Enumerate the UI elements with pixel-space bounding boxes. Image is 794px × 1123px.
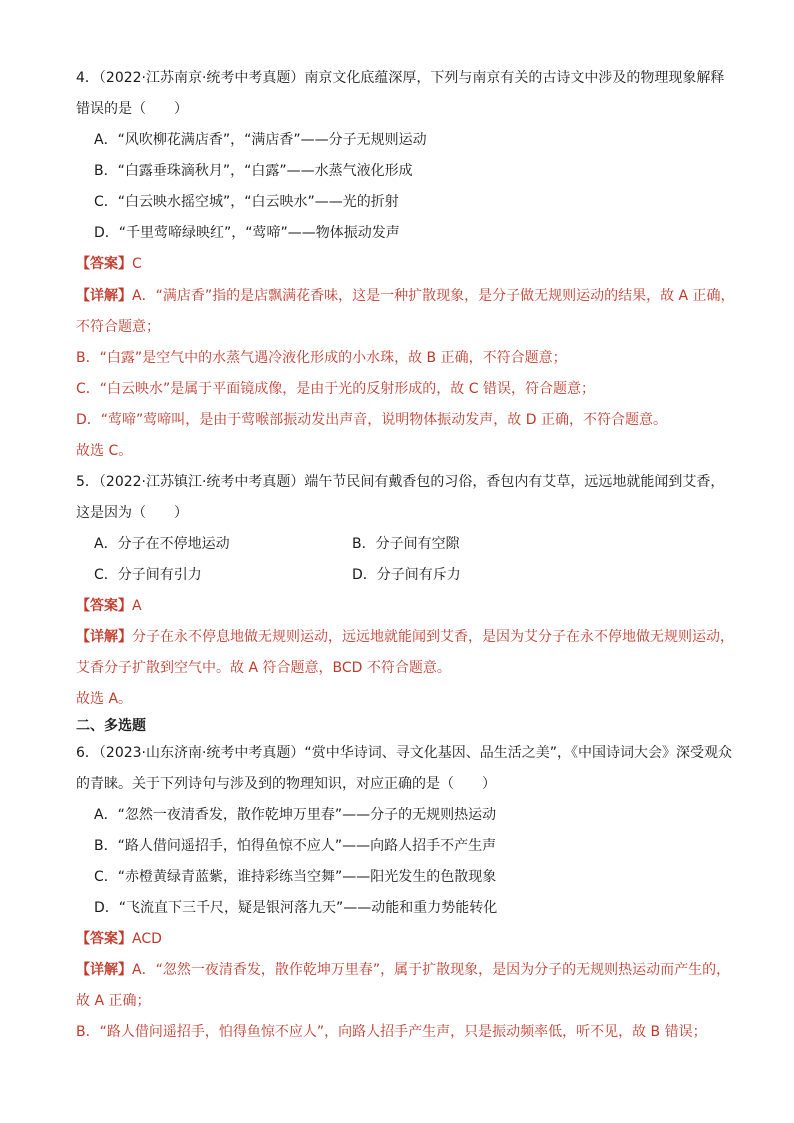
q6-detail-line2: 故 A 正确； bbox=[76, 993, 151, 1009]
q6-option-a: A．“忽然一夜清香发，散作乾坤万里春”——分子的无规则热运动 bbox=[94, 807, 497, 823]
q5-stem-line2: 这是因为（ ） bbox=[76, 505, 188, 521]
q5-answer bbox=[76, 596, 142, 616]
q6-answer bbox=[76, 929, 162, 949]
q5-option-c: C．分子间有引力 bbox=[94, 567, 202, 583]
q5-stem-line1: 5．（2022·江苏镇江·统考中考真题）端午节民间有戴香包的习俗，香包内有艾草，远远地就能闻到艾香， bbox=[76, 474, 725, 490]
detail-label: 【详解】 bbox=[76, 629, 132, 645]
q6-option-c: C．“赤橙黄绿青蓝紫，谁持彩练当空舞”——阳光发生的色散现象 bbox=[94, 869, 497, 885]
q6-option-d: D．“飞流直下三千尺，疑是银河落九天”——动能和重力势能转化 bbox=[94, 900, 498, 916]
q4-detail-line1: 【详解】A．“满店香”指的是店飘满花香味，这是一种扩散现象，是分子做无规则运动的结果，故 A 正确， bbox=[76, 288, 735, 304]
q6-stem-line2: 的青睐。关于下列诗句与涉及到的物理知识，对应正确的是（ ） bbox=[76, 776, 496, 792]
q4-detail-line6: 故选 C。 bbox=[76, 443, 133, 459]
detail-label: 【详解】 bbox=[76, 288, 132, 304]
q4-option-c: C．“白云映水摇空城”，“白云映水”——光的折射 bbox=[94, 194, 399, 210]
q6-detail-line3: B．“路人借问遥招手，怕得鱼惊不应人”，向路人招手产生声，只是振动频率低，听不见，故 B 错误； bbox=[76, 1024, 707, 1040]
q4-option-a: A．“风吹柳花满店香”，“满店香”——分子无规则运动 bbox=[94, 132, 427, 148]
answer-value: A bbox=[132, 598, 142, 614]
q4-option-b: B．“白露垂珠滴秋月”，“白露”——水蒸气液化形成 bbox=[94, 163, 413, 179]
q5-detail-line2: 艾香分子扩散到空气中。故 A 符合题意，BCD 不符合题意。 bbox=[76, 660, 451, 676]
q4-detail-line4: C．“白云映水”是属于平面镜成像，是由于光的反射形成的，故 C 错误，符合题意； bbox=[76, 381, 595, 397]
q4-answer bbox=[76, 254, 142, 274]
q6-detail-line1: 【详解】A．“忽然一夜清香发，散作乾坤万里春”，属于扩散现象，是因为分子的无规则热运动而产生的， bbox=[76, 962, 731, 978]
answer-label: 【答案】 bbox=[76, 256, 132, 272]
answer-label: 【答案】 bbox=[76, 931, 132, 947]
q4-detail-line5: D．“莺啼”莺啼叫，是由于莺喉部振动发出声音，说明物体振动发声，故 D 正确，不符合题意。 bbox=[76, 412, 667, 428]
q5-option-b: B．分子间有空隙 bbox=[352, 536, 460, 552]
q5-option-d: D．分子间有斥力 bbox=[352, 567, 461, 583]
answer-value: ACD bbox=[132, 931, 162, 947]
q4-stem-line1: 4．（2022·江苏南京·统考中考真题）南京文化底蕴深厚，下列与南京有关的古诗文中涉及的物理现象解释 bbox=[76, 70, 725, 86]
q6-option-b: B．“路人借问遥招手，怕得鱼惊不应人”——向路人招手不产生声 bbox=[94, 838, 497, 854]
q4-detail-line2: 不符合题意； bbox=[76, 319, 160, 335]
q4-detail-line3: B．“白露”是空气中的水蒸气遇冷液化形成的小水珠，故 B 正确，不符合题意； bbox=[76, 350, 567, 366]
section-heading: 二、多选题 bbox=[76, 718, 146, 734]
answer-label: 【答案】 bbox=[76, 598, 132, 614]
q4-option-d: D．“千里莺啼绿映红”，“莺啼”——物体振动发声 bbox=[94, 225, 400, 241]
q5-detail-line1: 【详解】分子在永不停息地做无规则运动，远远地就能闻到艾香，是因为艾分子在永不停地做无规则运动， bbox=[76, 629, 734, 645]
q5-detail-line3: 故选 A。 bbox=[76, 691, 133, 707]
q5-option-a: A．分子在不停地运动 bbox=[94, 536, 230, 552]
q6-stem-line1: 6．（2023·山东济南·统考中考真题）“赏中华诗词、寻文化基因、品生活之美”，《中国诗词大会》深受观众 bbox=[76, 745, 732, 761]
q4-stem-line2: 错误的是（ ） bbox=[76, 101, 188, 117]
detail-label: 【详解】 bbox=[76, 962, 132, 978]
answer-value: C bbox=[132, 256, 142, 272]
